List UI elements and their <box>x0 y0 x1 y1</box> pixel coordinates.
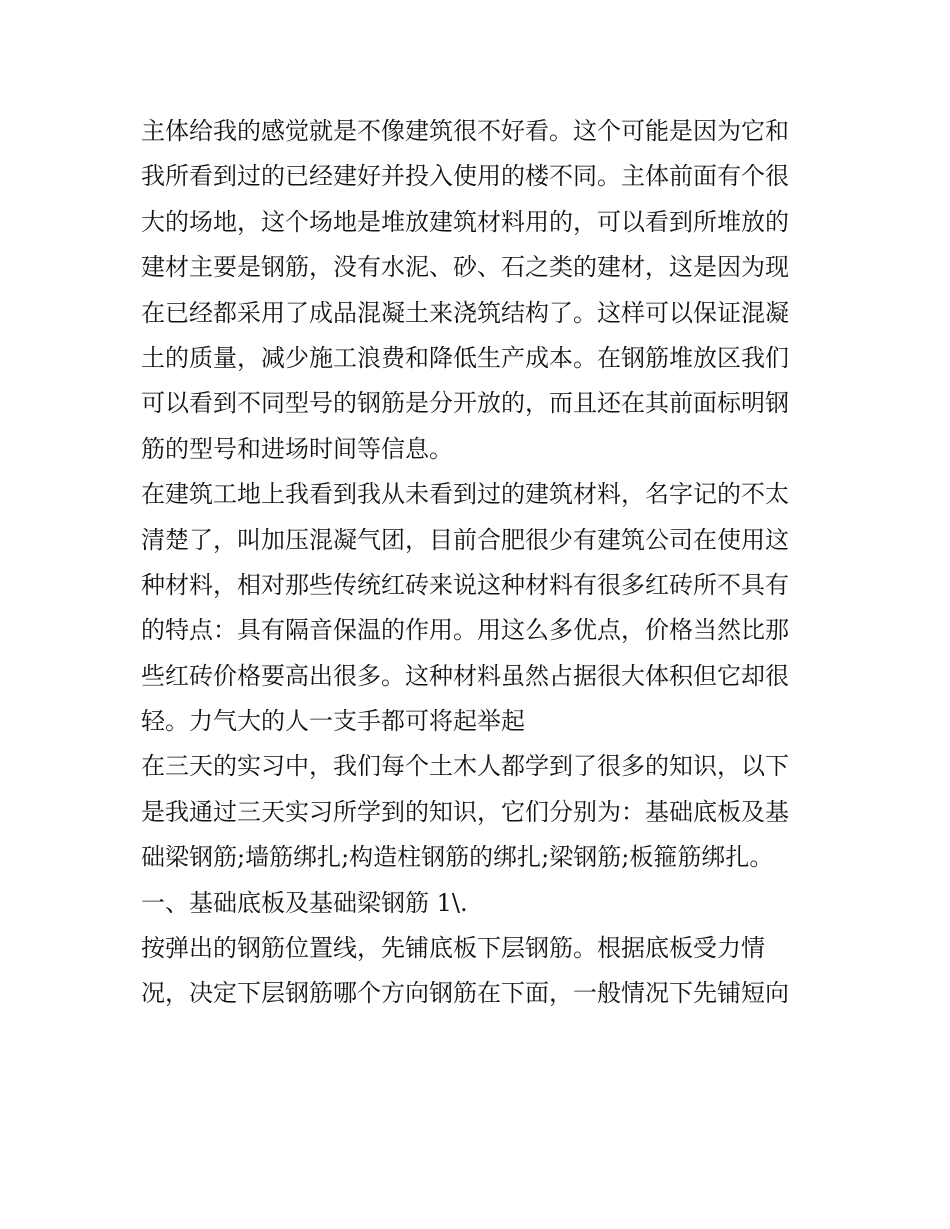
text-line-9: 在建筑工地上我看到我从未看到过的建筑材料，名字记的不太 <box>141 480 789 509</box>
text-line-8: 筋的型号和进场时间等信息。 <box>141 434 453 463</box>
text-line-4: 建材主要是钢筋，没有水泥、砂、石之类的建材，这是因为现 <box>141 253 789 282</box>
body-text <box>141 109 821 1017</box>
text-line-6: 土的质量，减少施工浪费和降低生产成本。在钢筋堆放区我们 <box>141 343 789 372</box>
text-line-1: 主体给我的感觉就是不像建筑很不好看。这个可能是因为它和 <box>141 117 789 145</box>
text-line-12: 的特点：具有隔音保温的作用。用这么多优点，价格当然比那 <box>141 616 789 645</box>
text-line-18: 一、基础底板及基础梁钢筋 1\. <box>141 888 468 917</box>
text-line-15: 在三天的实习中，我们每个土木人都学到了很多的知识，以下 <box>141 752 789 781</box>
text-line-10: 清楚了，叫加压混凝气团，目前合肥很少有建筑公司在使用这 <box>141 525 789 554</box>
text-line-19: 按弹出的钢筋位置线，先铺底板下层钢筋。根据底板受力情 <box>141 934 765 963</box>
text-line-17: 础梁钢筋;墙筋绑扎;构造柱钢筋的绑扎;梁钢筋;板箍筋绑扎。 <box>141 843 774 872</box>
text-line-13: 些红砖价格要高出很多。这种材料虽然占据很大体积但它却很 <box>141 661 789 690</box>
text-line-7: 可以看到不同型号的钢筋是分开放的，而且还在其前面标明钢 <box>141 389 789 418</box>
text-line-2: 我所看到过的已经建好并投入使用的楼不同。主体前面有个很 <box>141 162 789 191</box>
text-line-5: 在已经都采用了成品混凝土来浇筑结构了。这样可以保证混凝 <box>141 298 789 327</box>
text-line-3: 大的场地，这个场地是堆放建筑材料用的，可以看到所堆放的 <box>141 207 789 236</box>
text-line-16: 是我通过三天实习所学到的知识，它们分别为：基础底板及基 <box>141 797 789 826</box>
text-line-14: 轻。力气大的人一支手都可将起举起 <box>141 707 525 736</box>
text-line-11: 种材料，相对那些传统红砖来说这种材料有很多红砖所不具有 <box>141 570 789 599</box>
text-line-20: 况，决定下层钢筋哪个方向钢筋在下面，一般情况下先铺短向 <box>141 979 789 1008</box>
